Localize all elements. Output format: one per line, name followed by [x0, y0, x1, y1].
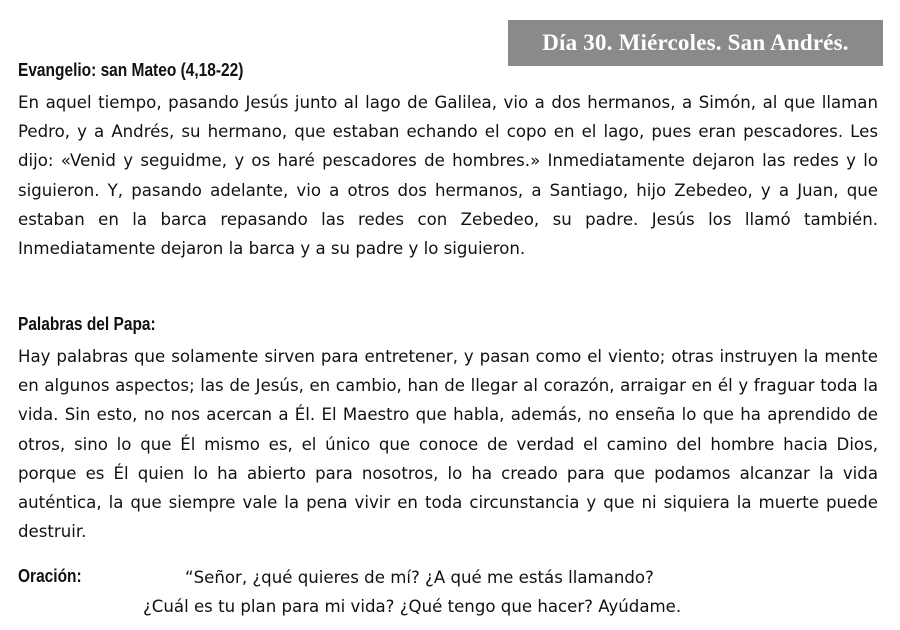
gospel-text: En aquel tiempo, pasando Jesús junto al lago de Galilea, vio a dos hermanos, a Simón, al que llaman Pedro, y a Andrés, su hermano, que estaban echando el copo en el lago, pues eran pescadores. Les dijo: «Venid y seguidme, y os haré pescadores de hombres.» Inmediatamente dejaron las redes y lo siguieron. Y, pasando adelante, vio a otros dos hermanos, a Santiago, hijo Zebedeo, y a Juan, que estaban en la barca repasando las redes con Zebedeo, su padre. Jesús los llamó también. Inmediatamente dejaron la barca y a su padre y lo siguieron. — [18, 93, 878, 259]
prayer-heading: Oración: — [18, 566, 82, 586]
pope-words-text: Hay palabras que solamente sirven para entretener, y pasan como el viento; otras instruyen la mente en algunos aspectos; las de Jesús, en cambio, han de llegar al corazón, arraigar en él y fraguar toda la vida. Sin esto, no nos acercan a Él. El Maestro que habla, además, no enseña lo que ha aprendido de otros, sino lo que Él mismo es, el único que conoce de verdad el camino del hombre hacia Dios, porque es Él quien lo ha abierto para nosotros, lo ha creado para que podamos alcanzar la vida auténtica, la que siempre vale la pena vivir en toda circunstancia y que ni siquiera la muerte puede destruir. — [18, 347, 878, 542]
day-banner: Día 30. Miércoles. San Andrés. — [508, 20, 883, 66]
pope-words-heading: Palabras del Papa: — [18, 314, 156, 334]
prayer-line-2: ¿Cuál es tu plan para mi vida? ¿Qué tengo que hacer? Ayúdame. — [143, 597, 682, 616]
prayer-line-1: “Señor, ¿qué quieres de mí? ¿A qué me estás llamando? — [185, 568, 654, 587]
gospel-heading: Evangelio: san Mateo (4,18-22) — [18, 60, 244, 80]
